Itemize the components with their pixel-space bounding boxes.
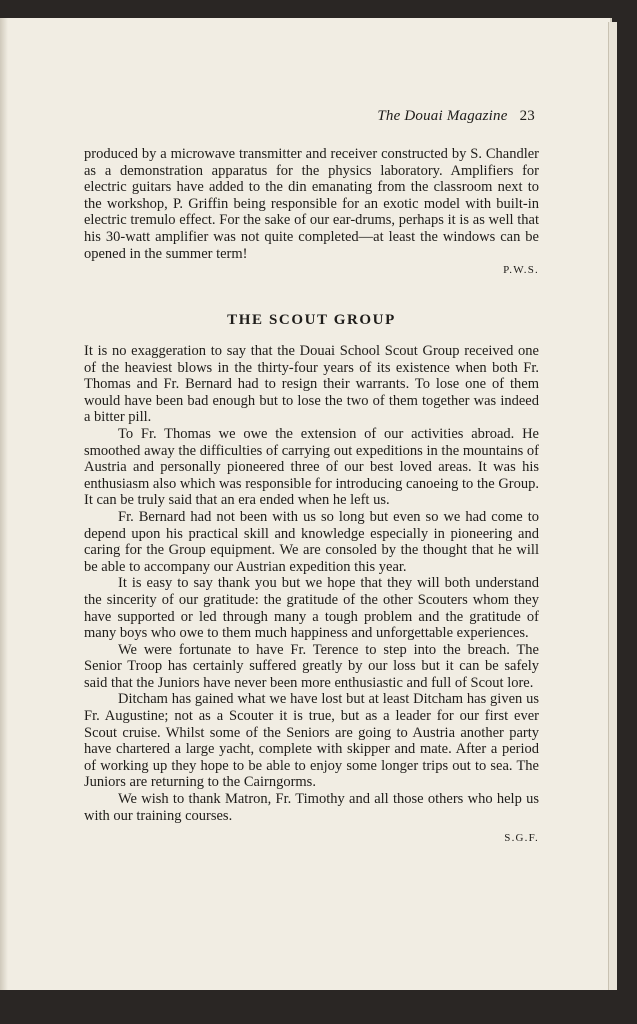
intro-signature: P.W.S. — [503, 264, 539, 277]
article-paragraph: It is no exaggeration to say that the Douai School Scout Group received one of the heaviest blows in the thirty-four years of its existence when both Fr. Thomas and Fr. Bernard had to resign their warrants. To lose one of them would have been bad enough but to lose the two of them together was indeed a bitter pill. — [84, 343, 539, 426]
page-number: 23 — [519, 108, 535, 124]
article-paragraph: Ditcham has gained what we have lost but at least Ditcham has given us Fr. Augustine; not as a Scouter it is true, but as a leader for our first ever Scout cruise. Whilst some of the Seniors are going to Austria another party have chartered a large yacht, complete with skipper and mate. After a period of working up they hope to be able to enjoy some longer trips out to sea. The Juniors are returning to the Cairngorms. — [84, 691, 539, 791]
article-paragraph: Fr. Bernard had not been with us so long but even so we had come to depend upon his practical skill and knowledge especially in pioneering and caring for the Group equipment. We are consoled by the thought that he will be able to accompany our Austrian expedition this year. — [84, 508, 539, 575]
article-title: THE SCOUT GROUP — [227, 312, 396, 328]
article-paragraph: We wish to thank Matron, Fr. Timothy and all those others who help us with our training courses. — [84, 791, 539, 824]
intro-paragraph: produced by a microwave transmitter and receiver constructed by S. Chandler as a demonstration apparatus for the physics laboratory. Amplifiers for electric guitars have added to the din emanating from the classroom next to the workshop, P. Griffin being responsible for an exotic model with built-in electric tremulo effect. For the sake of our ear-drums, perhaps it is as well that his 30-watt amplifier was not quite completed—at least the windows can be opened in the summer term! — [84, 146, 539, 262]
article-paragraph: We were fortunate to have Fr. Terence to step into the breach. The Senior Troop has certainly suffered greatly by our loss but it can be safely said that the Juniors have never been more enthusiastic and full of Scout lore. — [84, 641, 539, 691]
article-signature: S.G.F. — [504, 832, 539, 845]
running-head — [377, 108, 535, 125]
intro-section — [84, 146, 539, 279]
article-body — [84, 343, 539, 847]
article-paragraph: It is easy to say thank you but we hope that they will both understand the sincerity of our gratitude: the gratitude of the other Scouters whom they have supported or led through many a tough problem and the gratitude of many boys who owe to them much happiness and unforgettable experiences. — [84, 575, 539, 642]
magazine-title: The Douai Magazine — [377, 108, 508, 124]
page-edge — [608, 22, 617, 990]
spine-shadow — [0, 18, 8, 990]
article-paragraph: To Fr. Thomas we owe the extension of our activities abroad. He smoothed away the difficulties of carrying out expeditions in the mountains of Austria and personally pioneered three of our best loved areas. It was his enthusiasm also which was responsible for introducing canoeing to the Group. It can be truly said that an era ended when he left us. — [84, 425, 539, 509]
